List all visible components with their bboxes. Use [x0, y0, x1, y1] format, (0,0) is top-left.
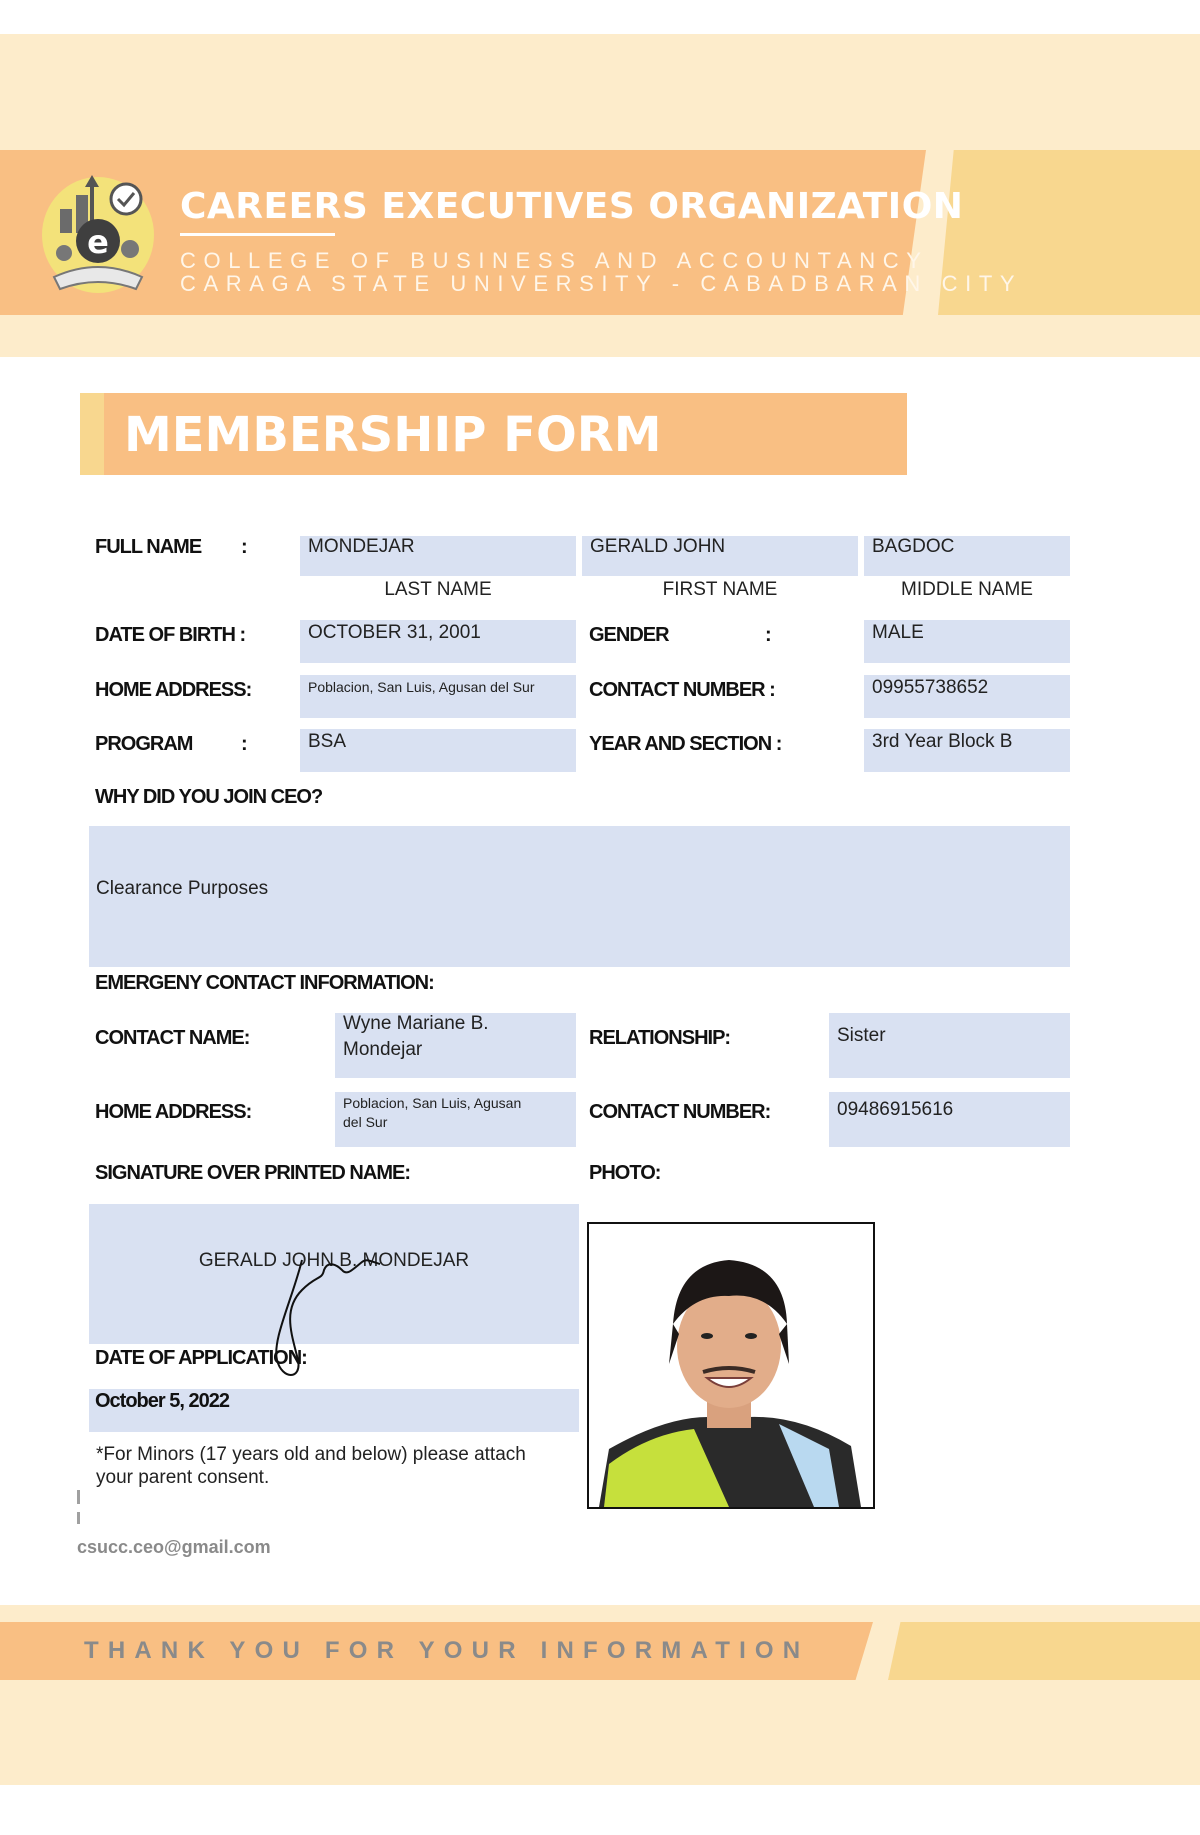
middle-name-caption: MIDDLE NAME [901, 579, 1033, 600]
full-name-colon: : [241, 536, 247, 558]
emergency-contact-name-line2: Mondejar [343, 1039, 423, 1060]
printed-name: GERALD JOHN B. MONDEJAR [198, 1250, 470, 1271]
member-photo-illustration [589, 1224, 873, 1507]
form-title: MEMBERSHIP FORM [124, 407, 662, 463]
minors-note-line1: *For Minors (17 years old and below) please attach [96, 1444, 526, 1465]
year-section-field[interactable] [864, 729, 1070, 772]
university-name: CARAGA STATE UNIVERSITY - CABADBARAN CITY [180, 271, 1023, 296]
text-stub [77, 1512, 80, 1524]
emergency-contact-number-value: 09486915616 [837, 1099, 954, 1120]
gender-value: MALE [872, 622, 924, 643]
home-address-label: HOME ADDRESS: [95, 679, 252, 701]
date-of-application-label: DATE OF APPLICATION: [95, 1347, 307, 1369]
why-join-label: WHY DID YOU JOIN CEO? [95, 786, 323, 808]
emergency-contact-name-line1: Wyne Mariane B. [343, 1013, 489, 1034]
emergency-contact-name-field[interactable] [335, 1013, 576, 1078]
last-name-field[interactable] [300, 536, 576, 576]
program-field[interactable] [300, 729, 576, 772]
relationship-field[interactable] [829, 1013, 1070, 1078]
date-of-application-field[interactable] [89, 1389, 579, 1432]
program-colon: : [241, 733, 247, 755]
member-photo [587, 1222, 875, 1509]
text-stub [77, 1490, 80, 1504]
dob-field[interactable] [300, 620, 576, 663]
home-address-field[interactable] [300, 675, 576, 718]
gender-field[interactable] [864, 620, 1070, 663]
program-label: PROGRAM [95, 733, 193, 755]
form-title-accent [80, 393, 104, 475]
why-join-value: Clearance Purposes [96, 878, 269, 899]
svg-text:e: e [87, 223, 109, 261]
contact-number-label: CONTACT NUMBER : [589, 679, 775, 701]
emergency-contact-number-label: CONTACT NUMBER: [589, 1101, 771, 1123]
ceo-logo-icon [40, 165, 156, 297]
emergency-contact-name-label: CONTACT NAME: [95, 1027, 250, 1049]
program-value: BSA [308, 731, 347, 752]
why-join-field[interactable] [89, 826, 1070, 967]
college-name: COLLEGE OF BUSINESS AND ACCOUNTANCY [180, 248, 929, 273]
signature-field[interactable] [89, 1204, 579, 1344]
relationship-value: Sister [837, 1025, 886, 1046]
home-address-value: Poblacion, San Luis, Agusan del Sur [308, 679, 535, 695]
dob-value: OCTOBER 31, 2001 [308, 622, 481, 643]
first-name-field[interactable] [582, 536, 858, 576]
footer-thank-you: THANK YOU FOR YOUR INFORMATION [84, 1637, 810, 1664]
last-name-caption: LAST NAME [384, 579, 492, 600]
gender-label: GENDER [589, 624, 669, 646]
contact-number-value: 09955738652 [872, 677, 989, 698]
contact-email: csucc.ceo@gmail.com [77, 1537, 271, 1557]
emergency-home-address-label: HOME ADDRESS: [95, 1101, 252, 1123]
emergency-home-address-line1: Poblacion, San Luis, Agusan [343, 1095, 522, 1111]
signature-label: SIGNATURE OVER PRINTED NAME: [95, 1162, 410, 1184]
middle-name-field[interactable] [864, 536, 1070, 576]
photo-label: PHOTO: [589, 1162, 661, 1184]
first-name-value: GERALD JOHN [590, 536, 726, 557]
full-name-label: FULL NAME [95, 536, 202, 558]
emergency-home-address-line2: del Sur [343, 1114, 388, 1130]
contact-number-field[interactable] [864, 675, 1070, 718]
title-underline [180, 233, 335, 236]
last-name-value: MONDEJAR [308, 536, 415, 557]
emergency-section-label: EMERGENY CONTACT INFORMATION: [95, 972, 434, 994]
gender-colon: : [765, 624, 771, 646]
minors-note-line2: your parent consent. [96, 1467, 270, 1488]
footer-yellow-bar [888, 1622, 1200, 1680]
first-name-caption: FIRST NAME [662, 579, 778, 600]
year-section-value: 3rd Year Block B [872, 731, 1013, 752]
middle-name-value: BAGDOC [872, 536, 955, 557]
emergency-home-address-field[interactable] [335, 1092, 576, 1147]
emergency-contact-number-field[interactable] [829, 1092, 1070, 1147]
date-of-application-value: October 5, 2022 [95, 1390, 229, 1412]
relationship-label: RELATIONSHIP: [589, 1027, 731, 1049]
year-section-label: YEAR AND SECTION : [589, 733, 782, 755]
org-title: CAREERS EXECUTIVES ORGANIZATION [180, 186, 964, 227]
dob-label: DATE OF BIRTH : [95, 624, 246, 646]
